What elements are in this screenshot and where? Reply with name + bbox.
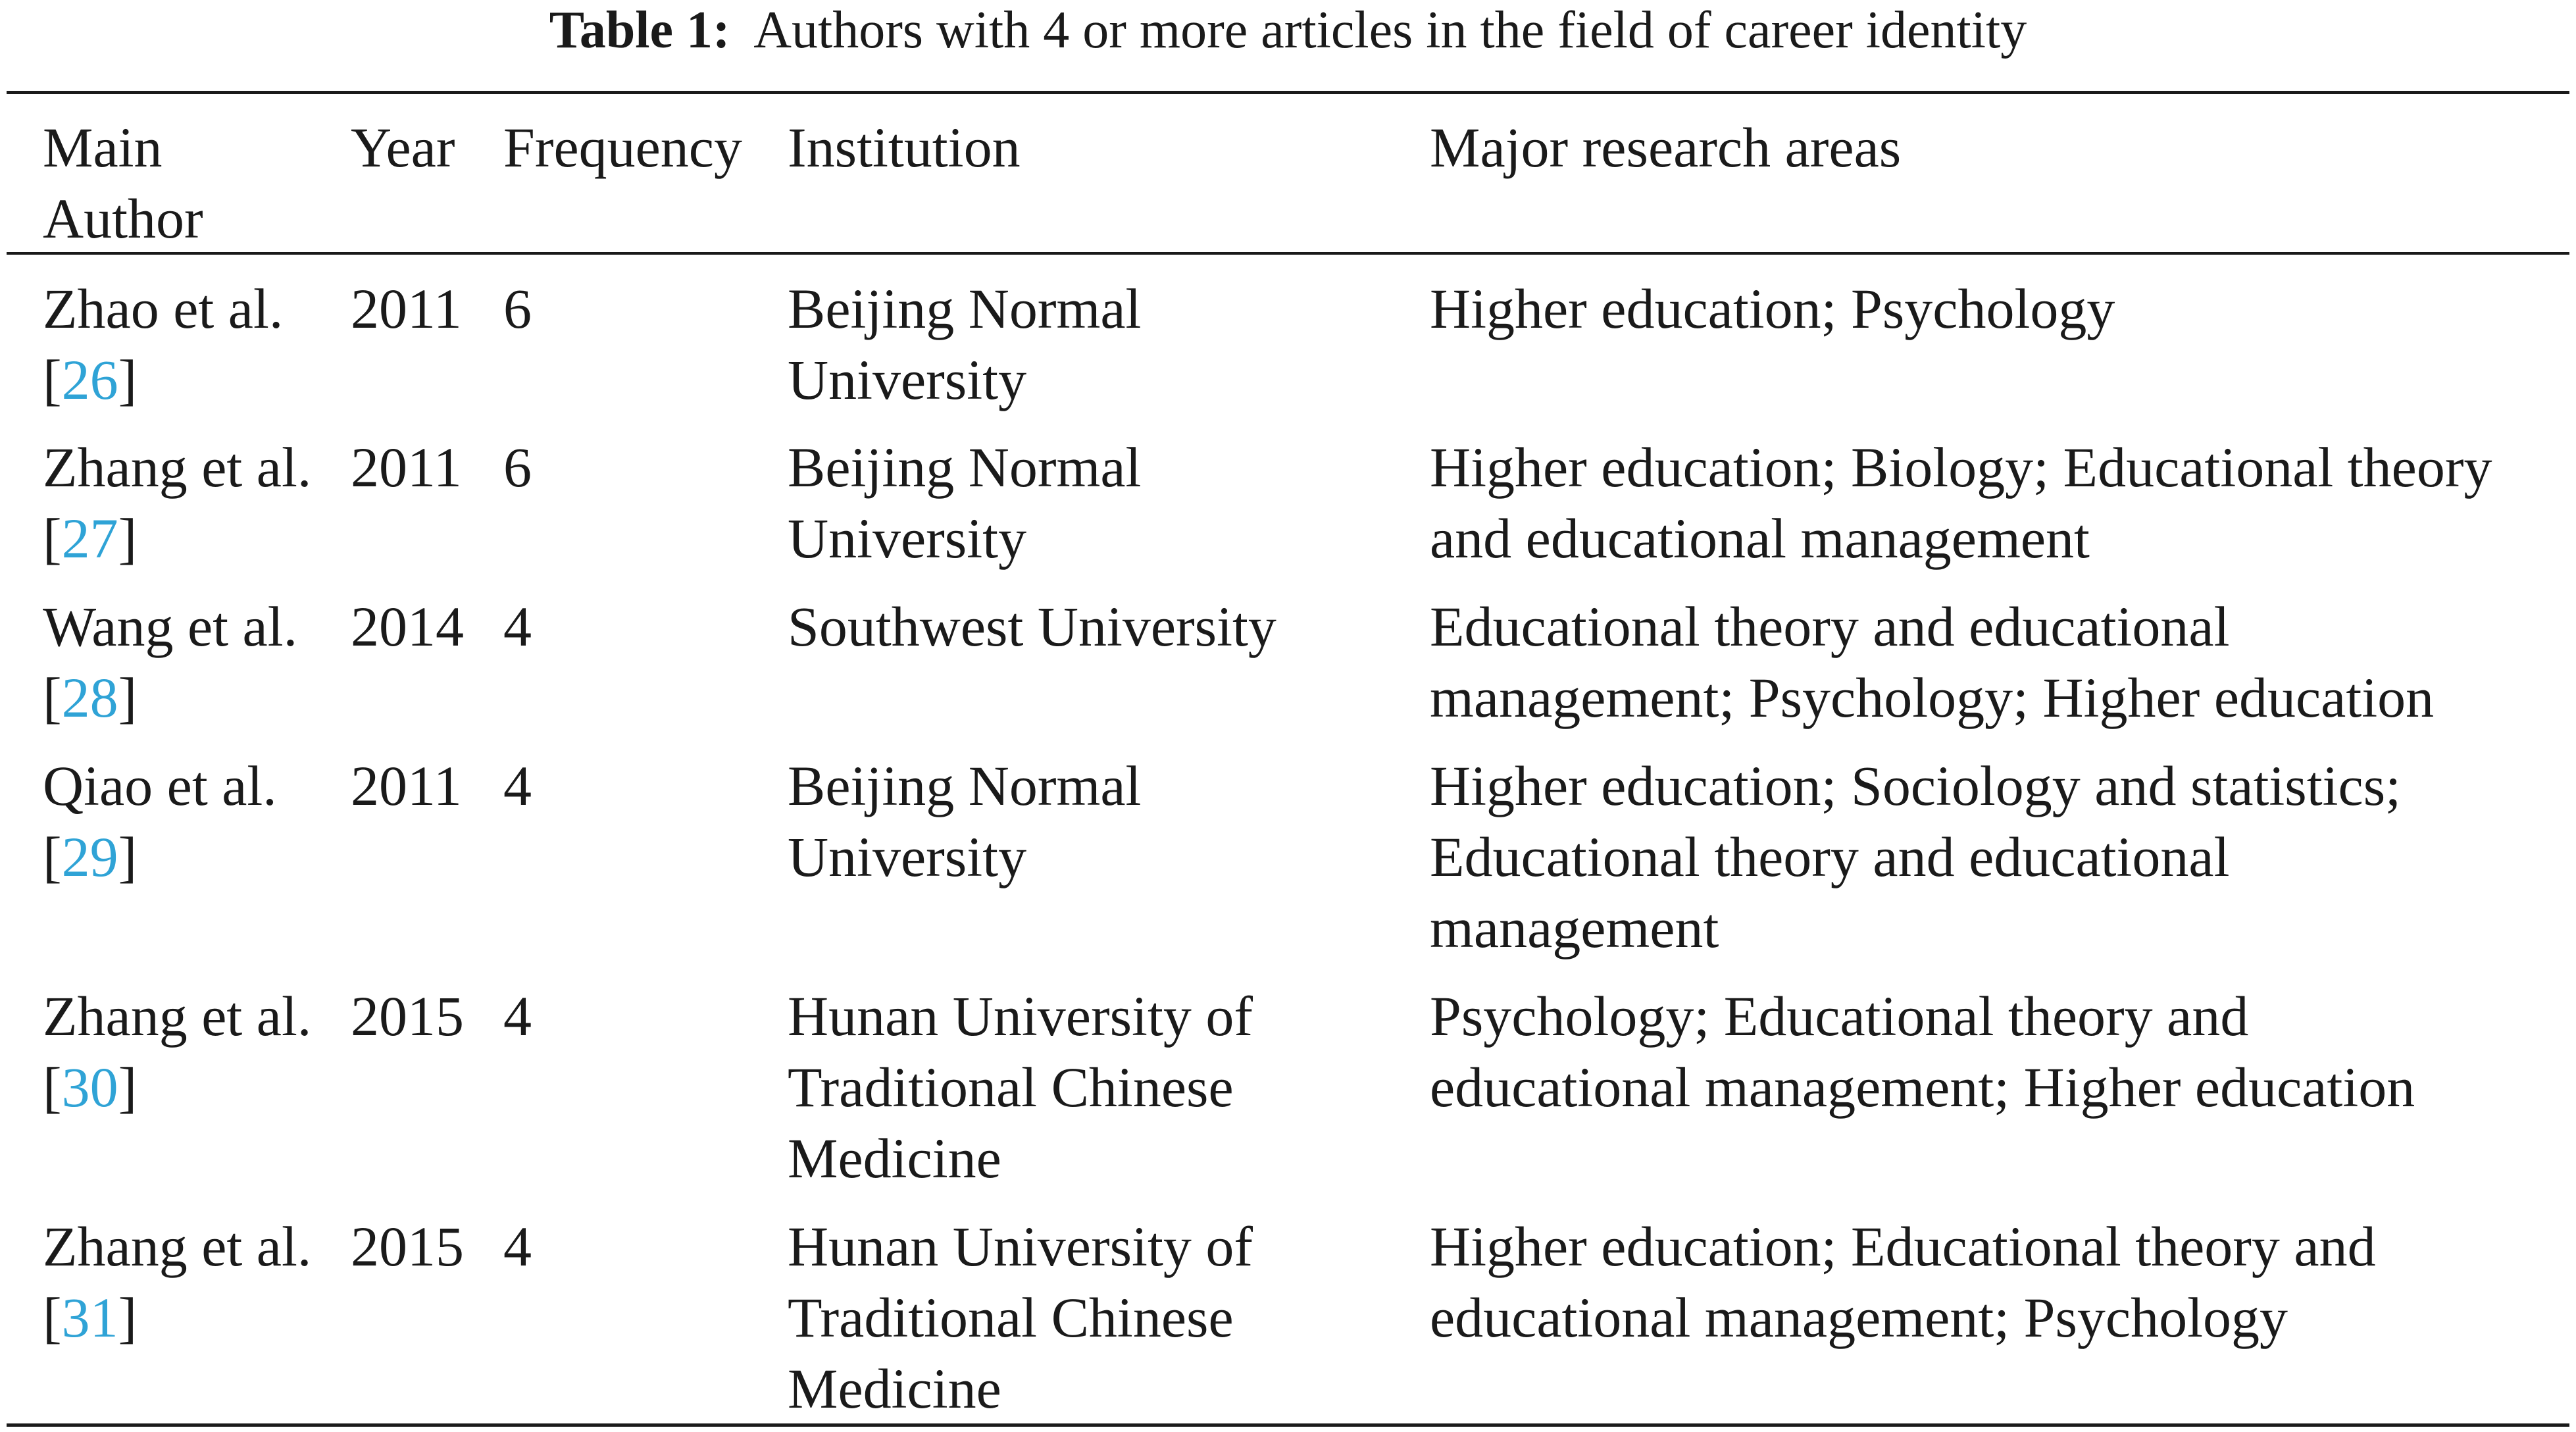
table-row-year: 2011 <box>351 436 462 499</box>
table-row-institution <box>788 273 1141 415</box>
table-row-institution <box>788 750 1141 892</box>
areas-line: Higher education; Biology; Educational theory <box>1430 436 2492 499</box>
table-row-institution <box>788 432 1141 574</box>
institution-line: Beijing Normal <box>788 754 1142 817</box>
table-row-year: 2011 <box>351 277 462 340</box>
table-row-research-areas <box>1430 591 2434 733</box>
citation-link[interactable]: 30 <box>61 1056 118 1119</box>
table-row-author: Qiao et al. [29] <box>43 754 277 888</box>
areas-line: Educational theory and educational <box>1430 595 2230 658</box>
citation-link[interactable]: 27 <box>61 507 118 570</box>
table-row-year: 2011 <box>351 754 462 817</box>
top-rule <box>7 91 2569 94</box>
table-row-year: 2014 <box>351 595 464 658</box>
institution-line: University <box>788 825 1027 888</box>
table-row-frequency: 4 <box>503 1215 532 1278</box>
table-row-frequency: 4 <box>503 984 532 1048</box>
author-name: Wang et al. <box>43 595 298 658</box>
author-name: Qiao et al. <box>43 754 277 817</box>
institution-line: Traditional Chinese <box>788 1056 1234 1119</box>
table-row-institution <box>788 981 1253 1194</box>
areas-line: and educational management <box>1430 507 2090 570</box>
areas-line: Psychology; Educational theory and <box>1430 984 2249 1048</box>
table-row-author: Zhang et al. [30] <box>43 984 312 1119</box>
author-name: Zhang et al. <box>43 1215 312 1278</box>
header-rule <box>7 252 2569 255</box>
author-name: Zhao et al. <box>43 277 284 340</box>
table-row-year: 2015 <box>351 1215 464 1278</box>
areas-line: management; Psychology; Higher education <box>1430 666 2435 729</box>
table-row-frequency: 6 <box>503 277 532 340</box>
header-institution: Institution <box>788 116 1021 179</box>
table-row-author: Zhang et al. [27] <box>43 436 312 570</box>
author-name: Zhang et al. <box>43 436 312 499</box>
citation-link[interactable]: 31 <box>61 1286 118 1349</box>
header-frequency: Frequency <box>503 116 742 179</box>
citation-link[interactable]: 29 <box>61 825 118 888</box>
table-row-author: Wang et al. [28] <box>43 595 298 729</box>
areas-line: Educational theory and educational <box>1430 825 2230 888</box>
institution-line: Hunan University of <box>788 1215 1253 1278</box>
header-year: Year <box>351 116 455 179</box>
table-row-research-areas <box>1430 432 2492 574</box>
institution-line: University <box>788 348 1027 411</box>
table-row-author: Zhao et al. [26] <box>43 277 284 411</box>
areas-line: Higher education; Educational theory and <box>1430 1215 2376 1278</box>
institution-line: Medicine <box>788 1127 1001 1190</box>
citation-link[interactable]: 26 <box>61 348 118 411</box>
institution-line: Hunan University of <box>788 984 1253 1048</box>
areas-line: educational management; Psychology <box>1430 1286 2288 1349</box>
table-row-institution <box>788 591 1276 662</box>
institution-line: Beijing Normal <box>788 436 1142 499</box>
table-row-research-areas <box>1430 981 2415 1123</box>
table-row-author: Zhang et al. [31] <box>43 1215 312 1349</box>
caption-label: Table 1: <box>549 1 730 59</box>
table-row-frequency: 6 <box>503 436 532 499</box>
header-author-line2: Author <box>43 187 203 250</box>
header-author-line1: Main <box>43 116 163 179</box>
institution-line: Beijing Normal <box>788 277 1142 340</box>
areas-line: Higher education; Sociology and statistics; <box>1430 754 2402 817</box>
areas-line: Higher education; Psychology <box>1430 277 2115 340</box>
header-research-areas: Major research areas <box>1430 116 1902 179</box>
table-row-research-areas <box>1430 273 2115 344</box>
areas-line: management <box>1430 896 1719 959</box>
author-name: Zhang et al. <box>43 984 312 1048</box>
table-row-institution <box>788 1211 1253 1424</box>
institution-line: Medicine <box>788 1357 1001 1420</box>
institution-line: Southwest University <box>788 595 1276 658</box>
caption-title: Authors with 4 or more articles in the field of career identity <box>753 1 2027 59</box>
table-row-research-areas <box>1430 750 2401 963</box>
institution-line: University <box>788 507 1027 570</box>
areas-line: educational management; Higher education <box>1430 1056 2415 1119</box>
table-row-frequency: 4 <box>503 595 532 658</box>
bottom-rule <box>7 1423 2569 1427</box>
table-row-research-areas <box>1430 1211 2376 1353</box>
header-main-author <box>43 112 203 254</box>
citation-link[interactable]: 28 <box>61 666 118 729</box>
table-row-frequency: 4 <box>503 754 532 817</box>
table-row-year: 2015 <box>351 984 464 1048</box>
institution-line: Traditional Chinese <box>788 1286 1234 1349</box>
table-caption <box>0 0 2576 61</box>
